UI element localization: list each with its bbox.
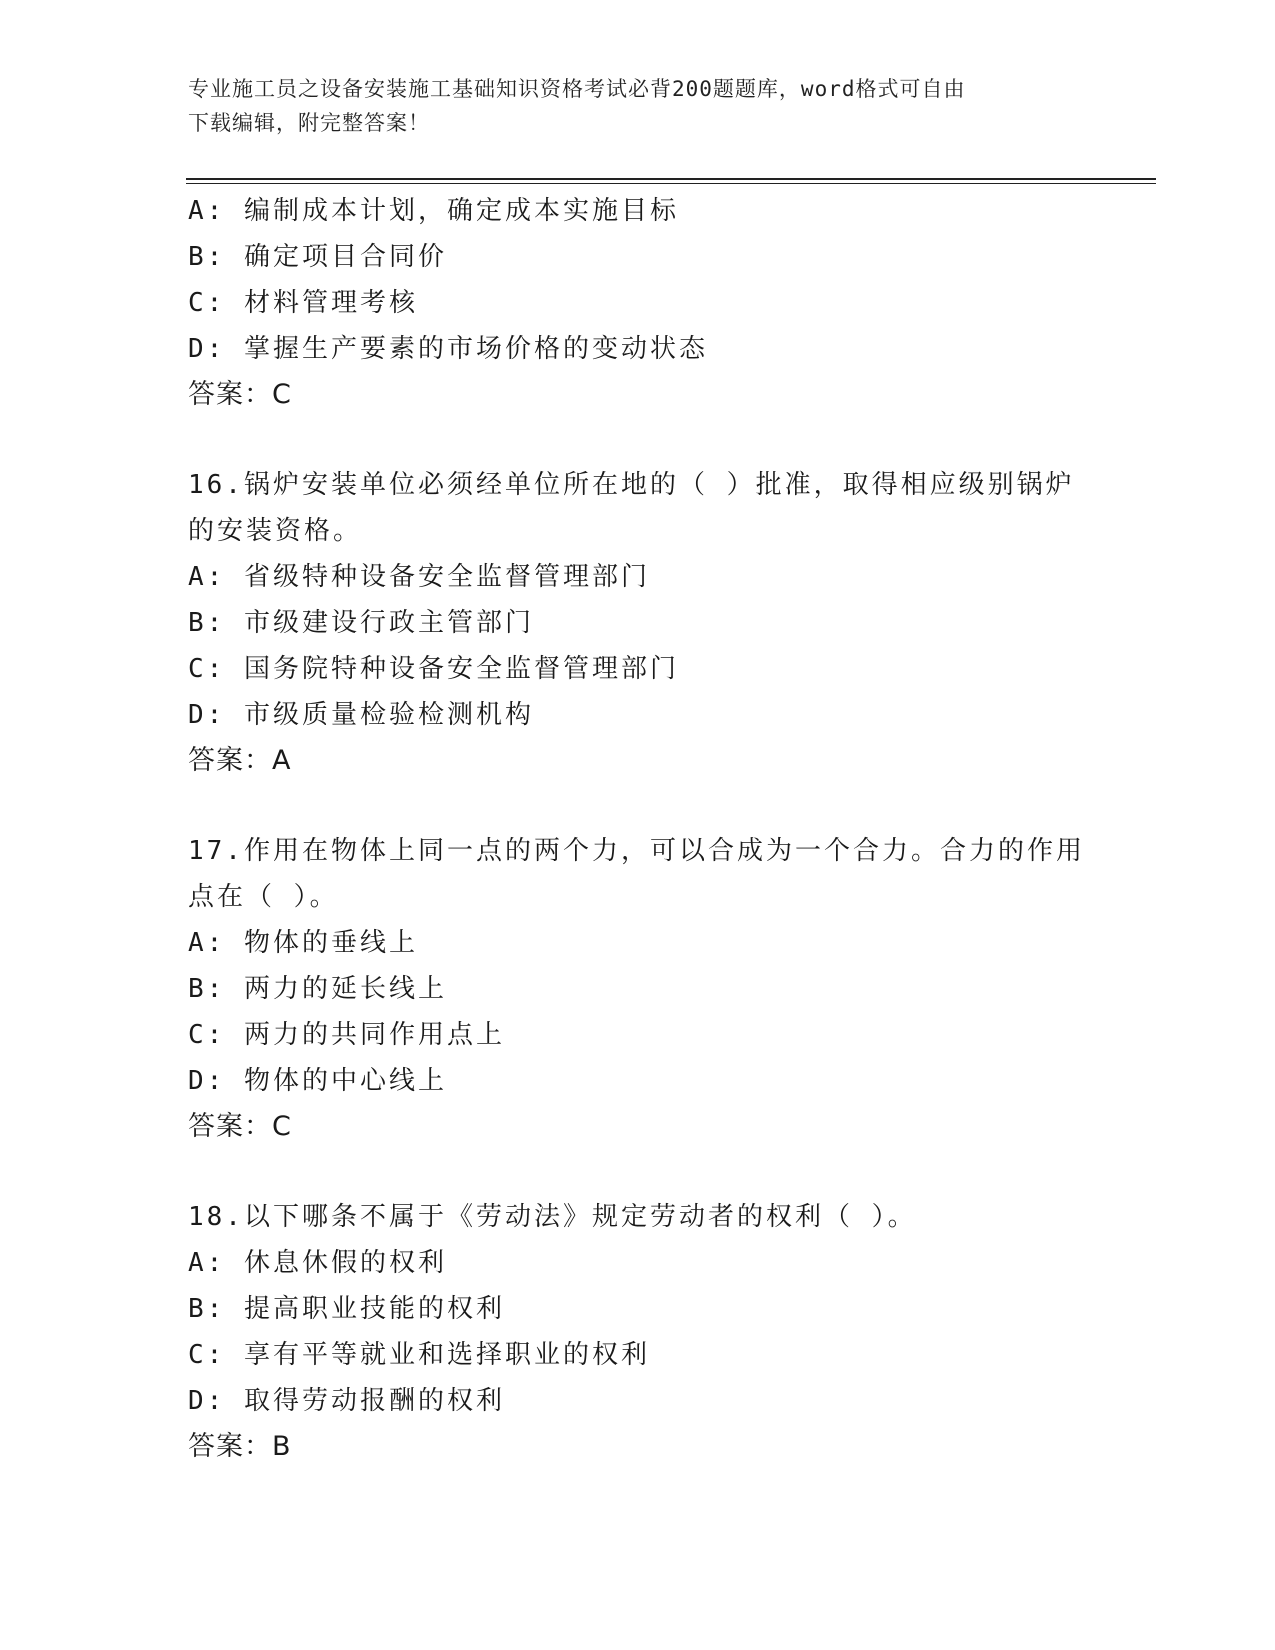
option-a: A: 物体的垂线上 [188,928,418,958]
answer: 答案：C [188,379,292,410]
question-block-16 [188,462,1088,784]
spacer [188,1150,1088,1194]
spacer [188,784,1088,828]
option-a: A: 省级特种设备安全监督管理部门 [188,562,650,592]
header-line-2: 下载编辑，附完整答案！ [188,111,430,135]
option-a: A: 编制成本计划，确定成本实施目标 [188,196,679,226]
option-b: B: 确定项目合同价 [188,242,447,272]
question-text-line-1: 16.锅炉安装单位必须经单位所在地的（ ）批准，取得相应级别锅炉 [188,470,1075,500]
option-b: B: 提高职业技能的权利 [188,1294,505,1324]
spacer [188,418,1088,462]
option-c: C: 两力的共同作用点上 [188,1020,505,1050]
document-header [188,72,1078,140]
option-d: D: 掌握生产要素的市场价格的变动状态 [188,334,708,364]
option-d: D: 市级质量检验检测机构 [188,700,534,730]
option-b: B: 市级建设行政主管部门 [188,608,534,638]
option-a: A: 休息休假的权利 [188,1248,447,1278]
answer: 答案：B [188,1431,292,1462]
header-line-1: 专业施工员之设备安装施工基础知识资格考试必背200题题库，word格式可自由 [188,77,966,101]
header-divider-thick [186,178,1156,180]
question-text-line-2: 的安装资格。 [188,516,363,546]
question-text-line-1: 18.以下哪条不属于《劳动法》规定劳动者的权利（ ）。 [188,1202,917,1232]
question-block-15 [188,188,1088,418]
question-text-line-1: 17.作用在物体上同一点的两个力，可以合成为一个合力。合力的作用 [188,836,1085,866]
header-divider-thin [186,183,1156,184]
option-c: C: 材料管理考核 [188,288,418,318]
option-c: C: 享有平等就业和选择职业的权利 [188,1340,650,1370]
question-text-line-2: 点在（ ）。 [188,882,339,912]
option-d: D: 取得劳动报酬的权利 [188,1386,505,1416]
question-list [188,188,1088,1470]
answer: 答案：A [188,745,292,776]
question-block-18 [188,1194,1088,1470]
option-c: C: 国务院特种设备安全监督管理部门 [188,654,679,684]
option-d: D: 物体的中心线上 [188,1066,447,1096]
option-b: B: 两力的延长线上 [188,974,447,1004]
answer: 答案：C [188,1111,292,1142]
question-block-17 [188,828,1088,1150]
